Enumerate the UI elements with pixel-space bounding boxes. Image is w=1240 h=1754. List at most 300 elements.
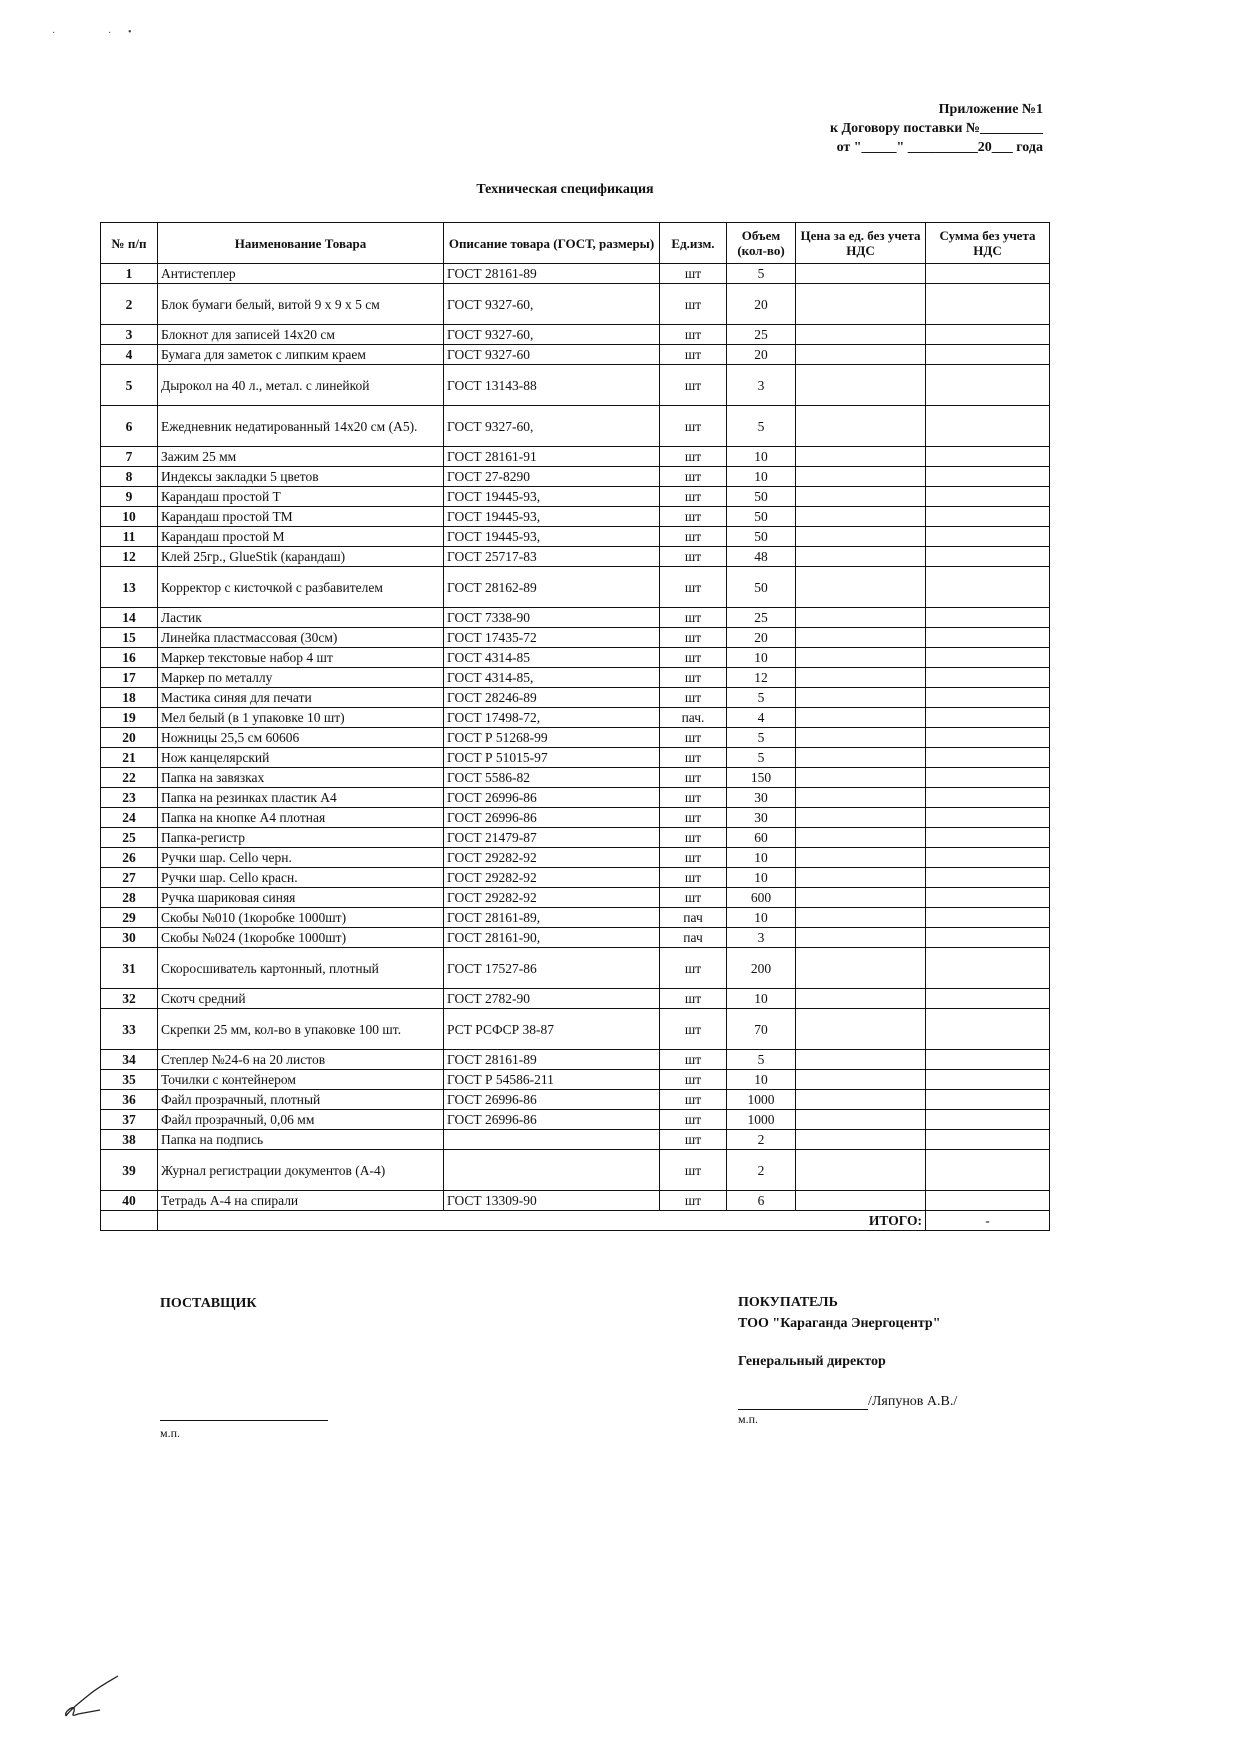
table-row [101, 1150, 1050, 1191]
cell-unit-price [796, 487, 926, 507]
cell-description [444, 1150, 660, 1191]
cell-sum [926, 748, 1050, 768]
cell-name: Ножницы 25,5 см 60606 [158, 728, 444, 748]
table-header-row [101, 223, 1050, 264]
table-row [101, 507, 1050, 527]
header-description: Описание товара (ГОСТ, размеры) [444, 223, 660, 264]
cell-unit-price [796, 284, 926, 325]
cell-sum [926, 688, 1050, 708]
cell-unit-price [796, 828, 926, 848]
cell-unit: шт [660, 828, 727, 848]
cell-unit-price [796, 668, 926, 688]
cell-sum [926, 1090, 1050, 1110]
cell-sum [926, 768, 1050, 788]
table-row [101, 467, 1050, 487]
cell-quantity: 10 [727, 648, 796, 668]
cell-sum [926, 608, 1050, 628]
total-label: ИТОГО: [158, 1211, 926, 1231]
cell-quantity: 10 [727, 908, 796, 928]
cell-name: Клей 25гр., GlueStik (карандаш) [158, 547, 444, 567]
cell-quantity: 50 [727, 527, 796, 547]
cell-quantity: 2 [727, 1150, 796, 1191]
cell-sum [926, 284, 1050, 325]
cell-number: 21 [101, 748, 158, 768]
cell-number: 16 [101, 648, 158, 668]
cell-name: Нож канцелярский [158, 748, 444, 768]
scan-speck: · [108, 28, 112, 39]
cell-sum [926, 948, 1050, 989]
cell-name: Тетрадь А-4 на спирали [158, 1191, 444, 1211]
appendix-title: Приложение №1 [938, 102, 1043, 117]
cell-number: 39 [101, 1150, 158, 1191]
cell-name: Папка на завязках [158, 768, 444, 788]
table-row [101, 527, 1050, 547]
cell-unit: шт [660, 1050, 727, 1070]
cell-quantity: 30 [727, 788, 796, 808]
cell-unit: шт [660, 808, 727, 828]
cell-unit: шт [660, 507, 727, 527]
cell-number: 35 [101, 1070, 158, 1090]
supplier-signature-area [160, 1410, 328, 1441]
table-row [101, 668, 1050, 688]
cell-unit-price [796, 507, 926, 527]
cell-quantity: 5 [727, 748, 796, 768]
total-row [101, 1211, 1050, 1231]
cell-name: Мастика синяя для печати [158, 688, 444, 708]
document-title: Техническая спецификация [476, 182, 654, 197]
cell-unit-price [796, 325, 926, 345]
cell-unit: шт [660, 1150, 727, 1191]
cell-unit: шт [660, 688, 727, 708]
cell-unit-price [796, 1050, 926, 1070]
cell-unit: шт [660, 467, 727, 487]
cell-quantity: 5 [727, 406, 796, 447]
cell-description: ГОСТ 26996-86 [444, 1110, 660, 1130]
cell-quantity: 25 [727, 608, 796, 628]
cell-name: Карандаш простой М [158, 527, 444, 547]
cell-unit: пач. [660, 708, 727, 728]
specification-table [100, 222, 1050, 1231]
cell-description: ГОСТ 5586-82 [444, 768, 660, 788]
header-name: Наименование Товара [158, 223, 444, 264]
cell-description: ГОСТ 4314-85, [444, 668, 660, 688]
cell-name: Ластик [158, 608, 444, 628]
cell-sum [926, 648, 1050, 668]
cell-name: Карандаш простой Т [158, 487, 444, 507]
cell-unit: шт [660, 487, 727, 507]
cell-number: 33 [101, 1009, 158, 1050]
cell-description: ГОСТ 17435-72 [444, 628, 660, 648]
table-row [101, 868, 1050, 888]
cell-quantity: 5 [727, 1050, 796, 1070]
cell-description: ГОСТ 28161-89 [444, 264, 660, 284]
cell-unit: шт [660, 284, 727, 325]
cell-number: 6 [101, 406, 158, 447]
cell-name: Папка на кнопке А4 плотная [158, 808, 444, 828]
scan-speck: · [52, 28, 56, 39]
cell-unit: шт [660, 768, 727, 788]
cell-description: ГОСТ 9327-60, [444, 325, 660, 345]
cell-unit-price [796, 264, 926, 284]
cell-name: Блок бумаги белый, витой 9 х 9 х 5 см [158, 284, 444, 325]
cell-number: 2 [101, 284, 158, 325]
cell-name: Ежедневник недатированный 14х20 см (А5). [158, 406, 444, 447]
cell-name: Файл прозрачный, 0,06 мм [158, 1110, 444, 1130]
cell-quantity: 50 [727, 507, 796, 527]
cell-description: ГОСТ 13309-90 [444, 1191, 660, 1211]
cell-number: 32 [101, 989, 158, 1009]
cell-name: Антистеплер [158, 264, 444, 284]
cell-description: ГОСТ 28161-89, [444, 908, 660, 928]
cell-quantity: 20 [727, 628, 796, 648]
cell-sum [926, 527, 1050, 547]
table-row [101, 728, 1050, 748]
cell-description: ГОСТ Р 54586-211 [444, 1070, 660, 1090]
cell-name: Папка на подпись [158, 1130, 444, 1150]
cell-quantity: 3 [727, 365, 796, 406]
cell-description: ГОСТ 25717-83 [444, 547, 660, 567]
cell-unit-price [796, 365, 926, 406]
table-row [101, 264, 1050, 284]
cell-unit: шт [660, 608, 727, 628]
table-row [101, 406, 1050, 447]
cell-unit: шт [660, 365, 727, 406]
buyer-signature-line [738, 1395, 868, 1410]
cell-sum [926, 365, 1050, 406]
cell-number: 11 [101, 527, 158, 547]
table-row [101, 1110, 1050, 1130]
cell-name: Скрепки 25 мм, кол-во в упаковке 100 шт. [158, 1009, 444, 1050]
table-row [101, 708, 1050, 728]
cell-unit: шт [660, 345, 727, 365]
cell-sum [926, 788, 1050, 808]
buyer-signature-area [738, 1394, 957, 1427]
cell-number: 28 [101, 888, 158, 908]
cell-unit: шт [660, 868, 727, 888]
cell-number: 26 [101, 848, 158, 868]
cell-name: Корректор с кисточкой с разбавителем [158, 567, 444, 608]
cell-unit-price [796, 1110, 926, 1130]
cell-number: 17 [101, 668, 158, 688]
cell-unit: шт [660, 788, 727, 808]
cell-name: Ручки шар. Cello красн. [158, 868, 444, 888]
cell-unit-price [796, 628, 926, 648]
cell-unit: пач [660, 908, 727, 928]
cell-description: ГОСТ 28246-89 [444, 688, 660, 708]
cell-unit-price [796, 728, 926, 748]
cell-quantity: 6 [727, 1191, 796, 1211]
cell-quantity: 48 [727, 547, 796, 567]
cell-number: 4 [101, 345, 158, 365]
cell-name: Линейка пластмассовая (30см) [158, 628, 444, 648]
cell-sum [926, 1191, 1050, 1211]
cell-name: Скоросшиватель картонный, плотный [158, 948, 444, 989]
header-unit-price: Цена за ед. без учета НДС [796, 223, 926, 264]
cell-unit-price [796, 406, 926, 447]
cell-sum [926, 1150, 1050, 1191]
cell-sum [926, 989, 1050, 1009]
cell-quantity: 600 [727, 888, 796, 908]
cell-sum [926, 728, 1050, 748]
header-sum: Сумма без учета НДС [926, 223, 1050, 264]
cell-quantity: 10 [727, 447, 796, 467]
cell-name: Скотч средний [158, 989, 444, 1009]
cell-name: Файл прозрачный, плотный [158, 1090, 444, 1110]
cell-name: Блокнот для записей 14х20 см [158, 325, 444, 345]
cell-quantity: 20 [727, 284, 796, 325]
cell-quantity: 25 [727, 325, 796, 345]
cell-sum [926, 467, 1050, 487]
cell-unit: шт [660, 748, 727, 768]
cell-name: Бумага для заметок с липким краем [158, 345, 444, 365]
cell-description: ГОСТ Р 51268-99 [444, 728, 660, 748]
cell-sum [926, 888, 1050, 908]
cell-unit-price [796, 527, 926, 547]
cell-description: ГОСТ 17498-72, [444, 708, 660, 728]
cell-number: 24 [101, 808, 158, 828]
cell-quantity: 10 [727, 989, 796, 1009]
cell-description: ГОСТ 27-8290 [444, 467, 660, 487]
cell-sum [926, 487, 1050, 507]
cell-unit: шт [660, 848, 727, 868]
table-row [101, 284, 1050, 325]
cell-description: ГОСТ 2782-90 [444, 989, 660, 1009]
cell-number: 3 [101, 325, 158, 345]
cell-unit: шт [660, 1130, 727, 1150]
cell-sum [926, 808, 1050, 828]
scan-speck: • [128, 27, 132, 38]
cell-unit-price [796, 948, 926, 989]
cell-unit: шт [660, 1191, 727, 1211]
cell-quantity: 70 [727, 1009, 796, 1050]
cell-number: 5 [101, 365, 158, 406]
cell-description: ГОСТ 4314-85 [444, 648, 660, 668]
cell-unit-price [796, 928, 926, 948]
cell-quantity: 20 [727, 345, 796, 365]
cell-unit-price [796, 1191, 926, 1211]
cell-number: 31 [101, 948, 158, 989]
cell-description: ГОСТ 9327-60, [444, 406, 660, 447]
table-row [101, 788, 1050, 808]
appendix-contract-ref: к Договору поставки №_________ [829, 121, 1043, 136]
cell-quantity: 4 [727, 708, 796, 728]
cell-quantity: 5 [727, 264, 796, 284]
cell-sum [926, 928, 1050, 948]
cell-sum [926, 345, 1050, 365]
cell-number: 34 [101, 1050, 158, 1070]
cell-number: 8 [101, 467, 158, 487]
cell-unit: шт [660, 948, 727, 989]
cell-quantity: 5 [727, 728, 796, 748]
cell-unit-price [796, 1009, 926, 1050]
cell-number: 40 [101, 1191, 158, 1211]
cell-number: 15 [101, 628, 158, 648]
cell-description: ГОСТ 7338-90 [444, 608, 660, 628]
cell-number: 27 [101, 868, 158, 888]
cell-description: ГОСТ 17527-86 [444, 948, 660, 989]
cell-quantity: 12 [727, 668, 796, 688]
table-row [101, 325, 1050, 345]
cell-name: Ручки шар. Cello черн. [158, 848, 444, 868]
cell-description: ГОСТ 28161-89 [444, 1050, 660, 1070]
cell-unit: шт [660, 447, 727, 467]
cell-sum [926, 628, 1050, 648]
cell-name: Зажим 25 мм [158, 447, 444, 467]
cell-description: ГОСТ 9327-60 [444, 345, 660, 365]
handwritten-mark [60, 1672, 130, 1722]
cell-unit: шт [660, 264, 727, 284]
cell-name: Карандаш простой ТМ [158, 507, 444, 527]
cell-description: РСТ РСФСР 38-87 [444, 1009, 660, 1050]
cell-unit: шт [660, 1110, 727, 1130]
header-unit: Ед.изм. [660, 223, 727, 264]
table-row [101, 567, 1050, 608]
cell-number: 29 [101, 908, 158, 928]
cell-unit-price [796, 547, 926, 567]
cell-unit-price [796, 688, 926, 708]
cell-quantity: 50 [727, 567, 796, 608]
cell-unit-price [796, 748, 926, 768]
table-row [101, 808, 1050, 828]
cell-name: Папка-регистр [158, 828, 444, 848]
buyer-position: Генеральный директор [738, 1354, 886, 1369]
cell-quantity: 5 [727, 688, 796, 708]
cell-unit: шт [660, 1070, 727, 1090]
cell-description: ГОСТ 29282-92 [444, 888, 660, 908]
cell-description: ГОСТ 19445-93, [444, 527, 660, 547]
cell-name: Журнал регистрации документов (А-4) [158, 1150, 444, 1191]
cell-number: 23 [101, 788, 158, 808]
cell-name: Мел белый (в 1 упаковке 10 шт) [158, 708, 444, 728]
table-row [101, 768, 1050, 788]
cell-sum [926, 264, 1050, 284]
table-row [101, 648, 1050, 668]
cell-description [444, 1130, 660, 1150]
cell-unit-price [796, 345, 926, 365]
cell-sum [926, 1110, 1050, 1130]
cell-name: Ручка шариковая синяя [158, 888, 444, 908]
table-row [101, 1070, 1050, 1090]
cell-unit: шт [660, 547, 727, 567]
cell-name: Скобы №010 (1коробке 1000шт) [158, 908, 444, 928]
cell-description: ГОСТ 26996-86 [444, 1090, 660, 1110]
cell-name: Точилки с контейнером [158, 1070, 444, 1090]
cell-description: ГОСТ 29282-92 [444, 868, 660, 888]
cell-number: 1 [101, 264, 158, 284]
cell-sum [926, 567, 1050, 608]
buyer-block [738, 1292, 941, 1372]
cell-sum [926, 708, 1050, 728]
cell-unit: шт [660, 888, 727, 908]
cell-sum [926, 908, 1050, 928]
header-quantity: Объем (кол-во) [727, 223, 796, 264]
cell-unit-price [796, 908, 926, 928]
table-row [101, 1191, 1050, 1211]
cell-unit: шт [660, 728, 727, 748]
cell-description: ГОСТ 21479-87 [444, 828, 660, 848]
cell-quantity: 2 [727, 1130, 796, 1150]
cell-unit-price [796, 1150, 926, 1191]
cell-unit-price [796, 447, 926, 467]
cell-sum [926, 547, 1050, 567]
cell-sum [926, 668, 1050, 688]
cell-number: 7 [101, 447, 158, 467]
table-row [101, 688, 1050, 708]
cell-name: Индексы закладки 5 цветов [158, 467, 444, 487]
buyer-company: ТОО "Караганда Энергоцентр" [738, 1316, 941, 1331]
table-row [101, 888, 1050, 908]
cell-description: ГОСТ Р 51015-97 [444, 748, 660, 768]
cell-unit-price [796, 788, 926, 808]
cell-sum [926, 1009, 1050, 1050]
cell-unit: пач [660, 928, 727, 948]
cell-unit-price [796, 888, 926, 908]
cell-name: Дырокол на 40 л., метал. с линейкой [158, 365, 444, 406]
table-row [101, 828, 1050, 848]
table-row [101, 345, 1050, 365]
cell-unit: шт [660, 325, 727, 345]
cell-unit-price [796, 648, 926, 668]
supplier-block [160, 1296, 257, 1312]
cell-number: 22 [101, 768, 158, 788]
cell-name: Папка на резинках пластик А4 [158, 788, 444, 808]
cell-unit-price [796, 868, 926, 888]
cell-quantity: 30 [727, 808, 796, 828]
cell-description: ГОСТ 19445-93, [444, 507, 660, 527]
cell-unit-price [796, 768, 926, 788]
cell-name: Маркер по металлу [158, 668, 444, 688]
cell-description: ГОСТ 26996-86 [444, 808, 660, 828]
cell-sum [926, 507, 1050, 527]
supplier-title: ПОСТАВЩИК [160, 1296, 257, 1311]
cell-unit: шт [660, 567, 727, 608]
cell-unit-price [796, 608, 926, 628]
cell-unit-price [796, 808, 926, 828]
cell-quantity: 150 [727, 768, 796, 788]
cell-unit: шт [660, 648, 727, 668]
cell-quantity: 10 [727, 467, 796, 487]
cell-number: 30 [101, 928, 158, 948]
cell-unit: шт [660, 527, 727, 547]
table-row [101, 948, 1050, 989]
cell-unit-price [796, 1130, 926, 1150]
supplier-signature-line [160, 1416, 328, 1421]
cell-quantity: 60 [727, 828, 796, 848]
cell-sum [926, 1130, 1050, 1150]
cell-unit-price [796, 467, 926, 487]
total-value: - [926, 1211, 1050, 1231]
buyer-stamp-label: м.п. [738, 1412, 759, 1426]
cell-number: 10 [101, 507, 158, 527]
cell-description: ГОСТ 19445-93, [444, 487, 660, 507]
table-row [101, 1090, 1050, 1110]
cell-number: 36 [101, 1090, 158, 1110]
cell-name: Степлер №24-6 на 20 листов [158, 1050, 444, 1070]
cell-description: ГОСТ 28161-91 [444, 447, 660, 467]
table-row [101, 447, 1050, 467]
cell-number: 9 [101, 487, 158, 507]
cell-number: 18 [101, 688, 158, 708]
table-row [101, 547, 1050, 567]
cell-description: ГОСТ 28162-89 [444, 567, 660, 608]
cell-unit: шт [660, 628, 727, 648]
appendix-date: от "_____" __________20___ года [836, 140, 1043, 155]
cell-unit-price [796, 567, 926, 608]
table-row [101, 1009, 1050, 1050]
table-row [101, 908, 1050, 928]
cell-unit-price [796, 1070, 926, 1090]
cell-sum [926, 325, 1050, 345]
